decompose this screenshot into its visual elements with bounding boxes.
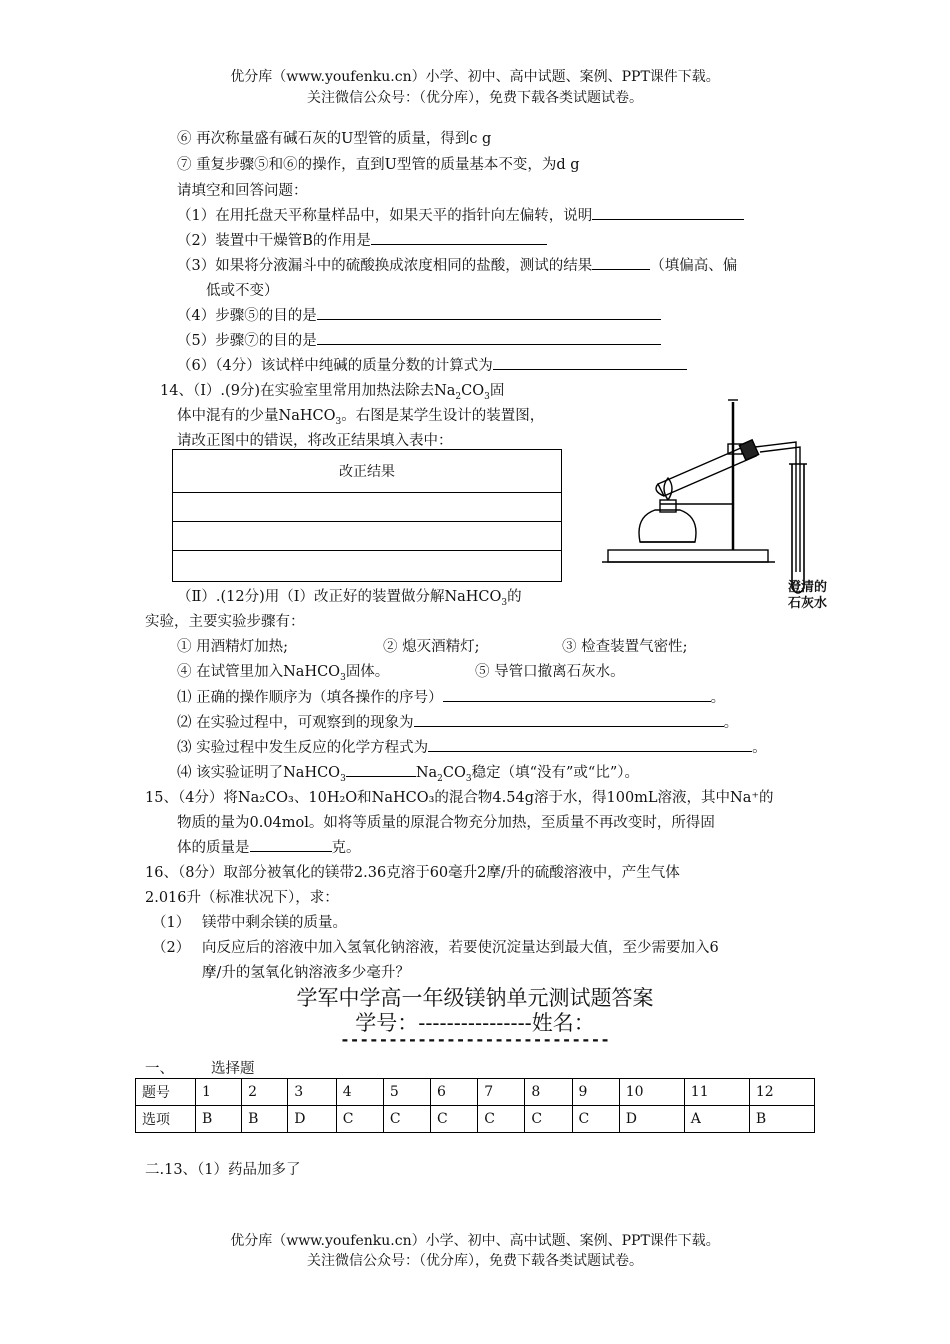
correction-table-header: 改正结果 [173, 450, 562, 493]
q14-ans2-text: ⑵ 在实验过程中，可观察到的现象为 [177, 715, 414, 731]
footer-line-1: 优分库（www.youfenku.cn）小学、初中、高中试题、案例、PPT课件下载。 [230, 1233, 720, 1249]
subscript: 3 [335, 416, 342, 427]
q15-line1: 15、（4分）将Na₂CO₃、10H₂O和NaHCO₃的混合物4.54g溶于水，得100mL溶液，其中Na⁺的 [145, 790, 774, 806]
q14-part2 [177, 585, 522, 608]
q14-line2-end: 。右图是某学生设计的装置图， [341, 408, 545, 424]
period: 。 [723, 715, 739, 731]
answer-blank[interactable] [493, 354, 687, 370]
q13-part3-hint: （填偏高、偏 [650, 258, 738, 274]
header-line-1: 优分库（www.youfenku.cn）小学、初中、高中试题、案例、PPT课件下载。 [230, 69, 720, 85]
formula-co: CO [461, 383, 485, 399]
q14-part2-end: 的 [507, 589, 522, 605]
answer-choice: D [619, 1106, 684, 1133]
question-number: 12 [749, 1079, 814, 1106]
correction-table-row[interactable] [173, 551, 562, 582]
step-4-text: ④ 在试管里加入NaHCO [177, 664, 341, 680]
answer-choice: B [196, 1106, 242, 1133]
q14-line1-text: 14、（Ⅰ）.(9分)在实验室里常用加热法除去 [160, 383, 435, 399]
q14-ans3-text: ⑶ 实验过程中发生反应的化学方程式为 [177, 740, 429, 756]
answer-blank[interactable] [317, 329, 661, 345]
q13-part5 [177, 329, 661, 350]
answer-blank[interactable] [371, 229, 547, 245]
correction-table-row[interactable] [173, 493, 562, 522]
question-number: 3 [288, 1079, 336, 1106]
q13-part2 [177, 229, 547, 250]
period: 。 [710, 690, 726, 706]
q15-line3-end: 克。 [331, 840, 361, 856]
question-number: 2 [242, 1079, 288, 1106]
q16-sub2-num: （2） [152, 940, 191, 956]
q16-line1: 16、（8分）取部分被氧化的镁带2.36克溶于60毫升2摩/升的硫酸溶液中，产生气体 [145, 865, 680, 881]
q16-sub2: 向反应后的溶液中加入氢氧化钠溶液，若要使沉淀量达到最大值，至少需要加入6 [202, 940, 719, 956]
q14-ans3 [177, 736, 767, 757]
q13-part6 [177, 354, 687, 375]
answer-choice: C [336, 1106, 383, 1133]
question-number: 4 [336, 1079, 383, 1106]
q13-part1-text: （1）在用托盘天平称量样品中，如果天平的指针向左偏转，说明 [177, 208, 593, 224]
q14-line2 [177, 404, 544, 427]
answer-title: 学军中学高一年级镁钠单元测试题答案 [296, 986, 654, 1010]
subscript: 2 [437, 773, 443, 784]
q13-part4-text: （4）步骤⑤的目的是 [177, 308, 317, 324]
flame [664, 478, 672, 500]
q15-line2: 物质的量为0.04mol。如将等质量的原混合物充分加热，至质量不再改变时，所得固 [177, 815, 715, 831]
section1-num: 一、 [145, 1061, 174, 1077]
q14-ans2 [177, 711, 738, 732]
answer-choice: C [431, 1106, 478, 1133]
answer-choice: B [242, 1106, 288, 1133]
q13-answer: 二.13、（1）药品加多了 [145, 1162, 301, 1178]
q13-step7: ⑦ 重复步骤⑤和⑥的操作，直到U型管的质量基本不变，为d g [177, 157, 580, 173]
q14-ans4-end: 稳定（填“没有”或“比”）。 [471, 765, 640, 781]
q14-ans4 [177, 761, 639, 784]
answer-choice: C [478, 1106, 525, 1133]
figure-label-1: 澄清的 [788, 580, 828, 595]
step-4 [177, 660, 389, 683]
step-2: ② 熄灭酒精灯; [383, 639, 480, 655]
q14-part2-text: （Ⅱ）.(12分)用（Ⅰ）改正好的装置做分解NaHCO [177, 589, 502, 605]
question-number: 5 [383, 1079, 430, 1106]
step-3: ③ 检查装置气密性; [562, 639, 688, 655]
formula-na: Na [434, 383, 456, 399]
answer-blank[interactable] [428, 736, 752, 752]
q13-part1 [177, 204, 744, 225]
answer-blank[interactable] [592, 254, 650, 270]
answer-blank[interactable] [317, 304, 661, 320]
q13-part3-text: （3）如果将分液漏斗中的硫酸换成浓度相同的盐酸，测试的结果 [177, 258, 593, 274]
answer-blank[interactable] [592, 204, 744, 220]
subscript: 3 [484, 391, 490, 402]
correction-table-row[interactable] [173, 522, 562, 551]
answer-choice: C [572, 1106, 619, 1133]
answer-blank[interactable] [346, 768, 416, 777]
answer-table-row-numbers [136, 1079, 815, 1106]
step-5: ⑤ 导管口撤离石灰水。 [475, 664, 625, 680]
header-line-2: 关注微信公众号：（优分库），免费下载各类试题试卷。 [307, 90, 643, 106]
delivery-tube [755, 442, 796, 572]
answer-blank[interactable] [414, 711, 724, 727]
question-number: 6 [431, 1079, 478, 1106]
correction-table [172, 449, 562, 582]
step-1: ① 用酒精灯加热; [177, 639, 288, 655]
receiving-tube [792, 464, 804, 593]
q15-line3 [177, 836, 361, 857]
subscript: 3 [501, 597, 508, 608]
formula-na: Na [415, 765, 438, 781]
q13-prompt: 请填空和回答问题： [177, 183, 308, 199]
subscript: 3 [465, 773, 472, 784]
answer-choice: B [749, 1106, 814, 1133]
stopper [739, 440, 758, 460]
q14-part2-cont: 实验，主要实验步骤有： [145, 614, 305, 630]
step-4-end: 固体。 [345, 664, 390, 680]
subscript: 3 [340, 773, 346, 784]
q14-line1 [160, 379, 504, 402]
answer-table-row-choices [136, 1106, 815, 1133]
stand-base [608, 550, 768, 562]
answer-blank[interactable] [443, 686, 711, 702]
footer-line-2: 关注微信公众号：（优分库），免费下载各类试题试卷。 [307, 1253, 643, 1269]
figure-label-2: 石灰水 [788, 596, 828, 611]
q16-line2: 2.016升（标准状况下），求： [145, 890, 339, 906]
answer-dash-line: ---------------------------- [340, 1030, 610, 1049]
q14-ans1-text: ⑴ 正确的操作顺序为（填各操作的序号） [177, 690, 443, 706]
q13-part4 [177, 304, 661, 325]
answer-blank[interactable] [250, 836, 332, 852]
q16-sub1-num: （1） [152, 915, 191, 931]
question-number: 9 [572, 1079, 619, 1106]
formula-nahco: NaHCO [278, 408, 336, 424]
answer-choice: D [288, 1106, 336, 1133]
q15-line3-text: 体的质量是 [177, 840, 250, 856]
answer-choice: A [684, 1106, 749, 1133]
question-number: 1 [196, 1079, 242, 1106]
q14-ans4-text: ⑷ 该实验证明了NaHCO [177, 765, 341, 781]
row-label: 题号 [136, 1079, 196, 1106]
q14-line2-text: 体中混有的少量 [177, 408, 279, 424]
q14-line1-end: 固 [489, 383, 505, 399]
subscript: 2 [455, 391, 462, 402]
answer-choice: C [525, 1106, 572, 1133]
answer-choice: C [383, 1106, 430, 1133]
question-number: 10 [619, 1079, 684, 1106]
q16-sub1: 镁带中剩余镁的质量。 [202, 915, 347, 931]
subscript: 3 [340, 672, 346, 683]
q13-part2-text: （2）装置中干燥管B的作用是 [177, 233, 371, 249]
q13-part3 [177, 254, 737, 275]
period: 。 [752, 740, 767, 756]
formula-co: CO [442, 765, 466, 781]
q16-sub2-cont: 摩/升的氢氧化钠溶液多少毫升？ [202, 965, 410, 981]
q13-step6: ⑥ 再次称量盛有碱石灰的U型管的质量，得到c g [177, 131, 492, 147]
q13-part3-cont: 低或不变） [206, 283, 279, 299]
section1-title: 选择题 [211, 1061, 255, 1077]
q13-part5-text: （5）步骤⑦的目的是 [177, 333, 317, 349]
answer-id-line: 学号：----------------姓名： [355, 1011, 595, 1035]
answer-table [135, 1078, 815, 1133]
question-number: 7 [478, 1079, 525, 1106]
row-label: 选项 [136, 1106, 196, 1133]
q14-line3: 请改正图中的错误，将改正结果填入表中： [177, 433, 453, 449]
question-number: 11 [684, 1079, 749, 1106]
alcohol-lamp [639, 510, 696, 542]
q13-part6-text: （6）（4分）该试样中纯碱的质量分数的计算式为 [177, 358, 493, 374]
delivery-tube-inner [760, 447, 800, 572]
question-number: 8 [525, 1079, 572, 1106]
q14-ans1 [177, 686, 725, 707]
